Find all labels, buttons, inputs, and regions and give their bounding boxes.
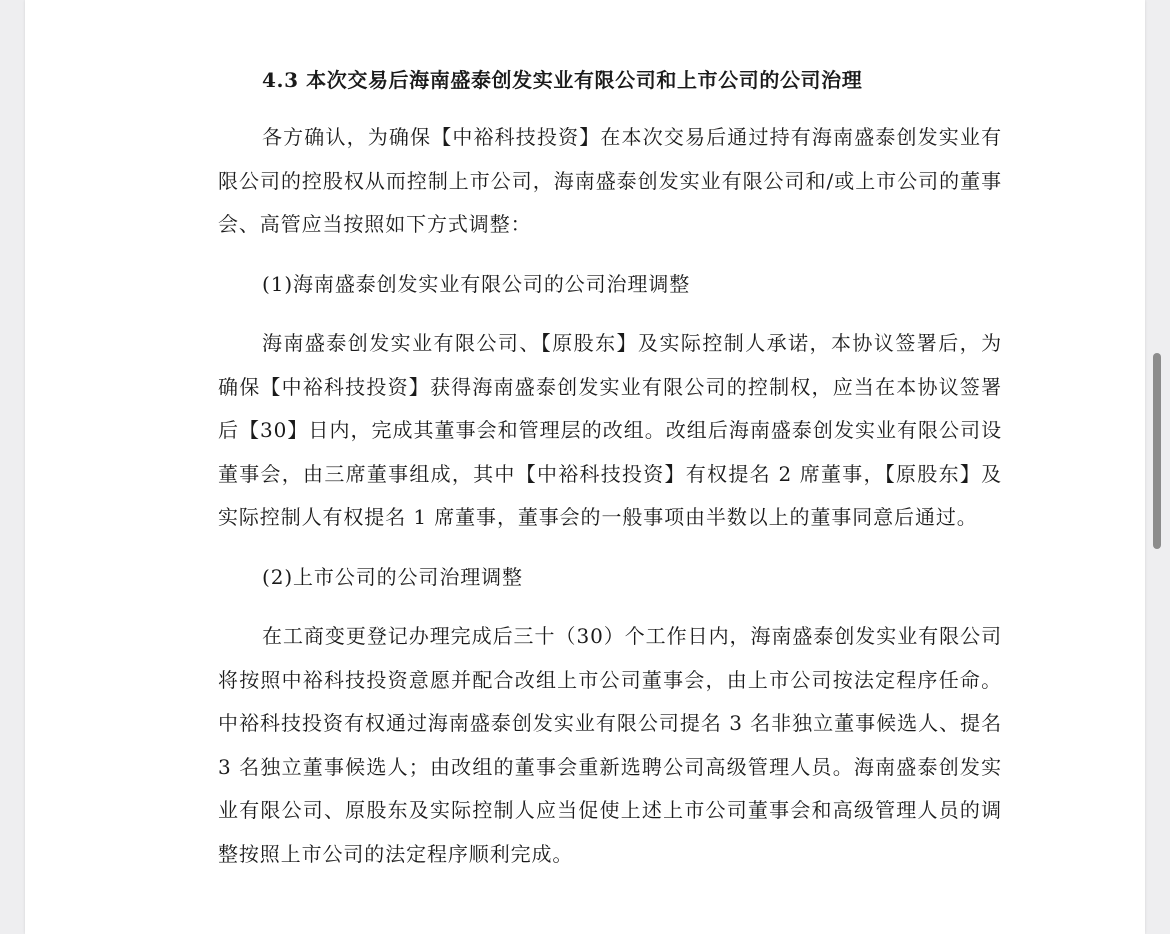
subheading-2: (2)上市公司的公司治理调整 [262, 564, 523, 589]
paragraph-governance-2: 在工商变更登记办理完成后三十（30）个工作日内，海南盛泰创发实业有限公司将按照中裕科技投资意愿并配合改组上市公司董事会，由上市公司按法定程序任命。中裕科技投资有权通过海南盛泰创发实业有限公司提名 3 名非独立董事候选人、提名 3 名独立董事候选人；由改组的董事会重新选聘公司高级管理人员。海南盛泰创发实业有限公司、原股东及实际控制人应当促使上述上市公司董事会和高级管理人员的调整按照上市公司的法定程序顺利完成。 [218, 624, 1002, 866]
paragraph-intro: 各方确认，为确保【中裕科技投资】在本次交易后通过持有海南盛泰创发实业有限公司的控股权从而控制上市公司，海南盛泰创发实业有限公司和/或上市公司的董事会、高管应当按照如下方式调整： [218, 125, 1002, 236]
section-heading: 4.3 本次交易后海南盛泰创发实业有限公司和上市公司的公司治理 [262, 68, 863, 92]
document-page [25, 0, 1145, 934]
scrollbar-thumb[interactable] [1153, 353, 1161, 549]
paragraph-governance-1: 海南盛泰创发实业有限公司、【原股东】及实际控制人承诺，本协议签署后，为确保【中裕科技投资】获得海南盛泰创发实业有限公司的控制权，应当在本协议签署后【30】日内，完成其董事会和管理层的改组。改组后海南盛泰创发实业有限公司设董事会，由三席董事组成，其中【中裕科技投资】有权提名 2 席董事，【原股东】及实际控制人有权提名 1 席董事，董事会的一般事项由半数以上的董事同意后通过。 [218, 331, 1002, 529]
subheading-1: (1)海南盛泰创发实业有限公司的公司治理调整 [262, 271, 691, 296]
document-content [218, 60, 1002, 892]
